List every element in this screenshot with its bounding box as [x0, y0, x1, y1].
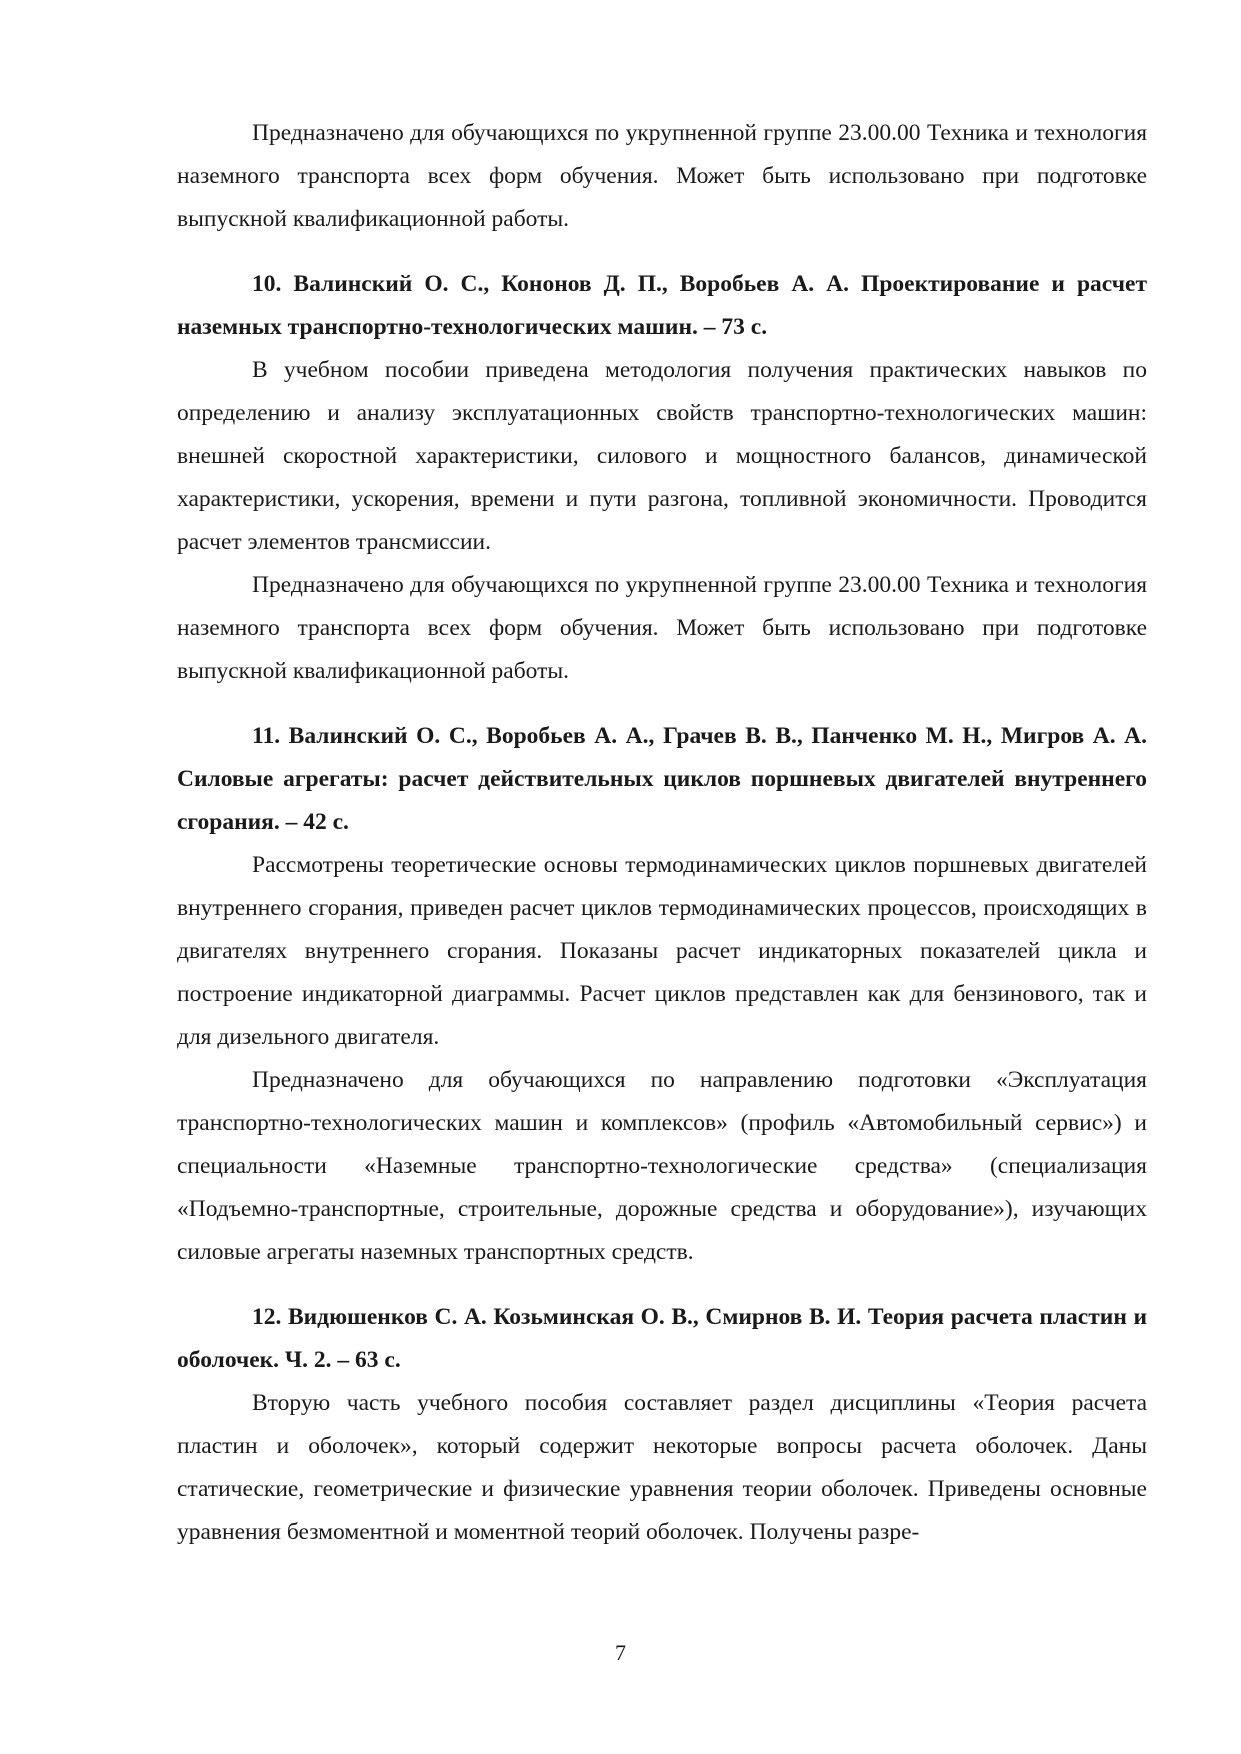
intro-purpose-paragraph: Предназначено для обучающихся по укрупненной группе 23.00.00 Техника и технология наземного транспорта всех форм обучения. Может быть использовано при подготовке выпускной квалификационной работы.: [177, 120, 1147, 232]
entry-10-purpose: Предназначено для обучающихся по укрупненной группе 23.00.00 Техника и технология наземного транспорта всех форм обучения. Может быть использовано при подготовке выпускной квалификационной работы.: [177, 572, 1147, 684]
section-gap: [177, 1274, 1147, 1296]
section-gap: [177, 693, 1147, 715]
entry-12-description: Вторую часть учебного пособия составляет раздел дисциплины «Теория расчета пластин и оболочек», который содержит некоторые вопросы расчета оболочек. Даны статические, геометрические и физические уравнения теории оболочек. Приведены основные уравнения безмоментной и моментной теорий оболочек. Получены разре-: [177, 1390, 1147, 1545]
section-gap: [177, 241, 1147, 263]
page-number: 7: [615, 1640, 626, 1665]
entry-heading-12: 12. Видюшенков С. А. Козьминская О. В., Смирнов В. И. Теория расчета пластин и оболочек. Ч. 2. – 63 с.: [177, 1304, 1147, 1373]
entry-heading-10: 10. Валинский О. С., Кононов Д. П., Воробьев А. А. Проектирование и расчет наземных транспортно-технологических машин. – 73 с.: [177, 271, 1147, 340]
entry-11-purpose: Предназначено для обучающихся по направлению подготовки «Эксплуатация транспортно-технологических машин и комплексов» (профиль «Автомобильный сервис») и специальности «Наземные транспортно-технологические средства» (специализация «Подъемно-транспортные, строительные, дорожные средства и оборудование»), изучающих силовые агрегаты наземных транспортных средств.: [177, 1067, 1147, 1265]
document-page: [177, 112, 1147, 1554]
entry-10-description: В учебном пособии приведена методология получения практических навыков по определению и анализу эксплуатационных свойств транспортно-технологических машин: внешней скоростной характеристики, силового и мощностного балансов, динамической характеристики, ускорения, времени и пути разгона, топливной экономичности. Проводится расчет элементов трансмиссии.: [177, 357, 1147, 555]
entry-11-description: Рассмотрены теоретические основы термодинамических циклов поршневых двигателей внутреннего сгорания, приведен расчет циклов термодинамических процессов, происходящих в двигателях внутреннего сгорания. Показаны расчет индикаторных показателей цикла и построение индикаторной диаграммы. Расчет циклов представлен как для бензинового, так и для дизельного двигателя.: [177, 852, 1147, 1050]
entry-heading-11: 11. Валинский О. С., Воробьев А. А., Грачев В. В., Панченко М. Н., Мигров А. А. Силовые агрегаты: расчет действительных циклов поршневых двигателей внутреннего сгорания. – 42 с.: [177, 723, 1147, 835]
